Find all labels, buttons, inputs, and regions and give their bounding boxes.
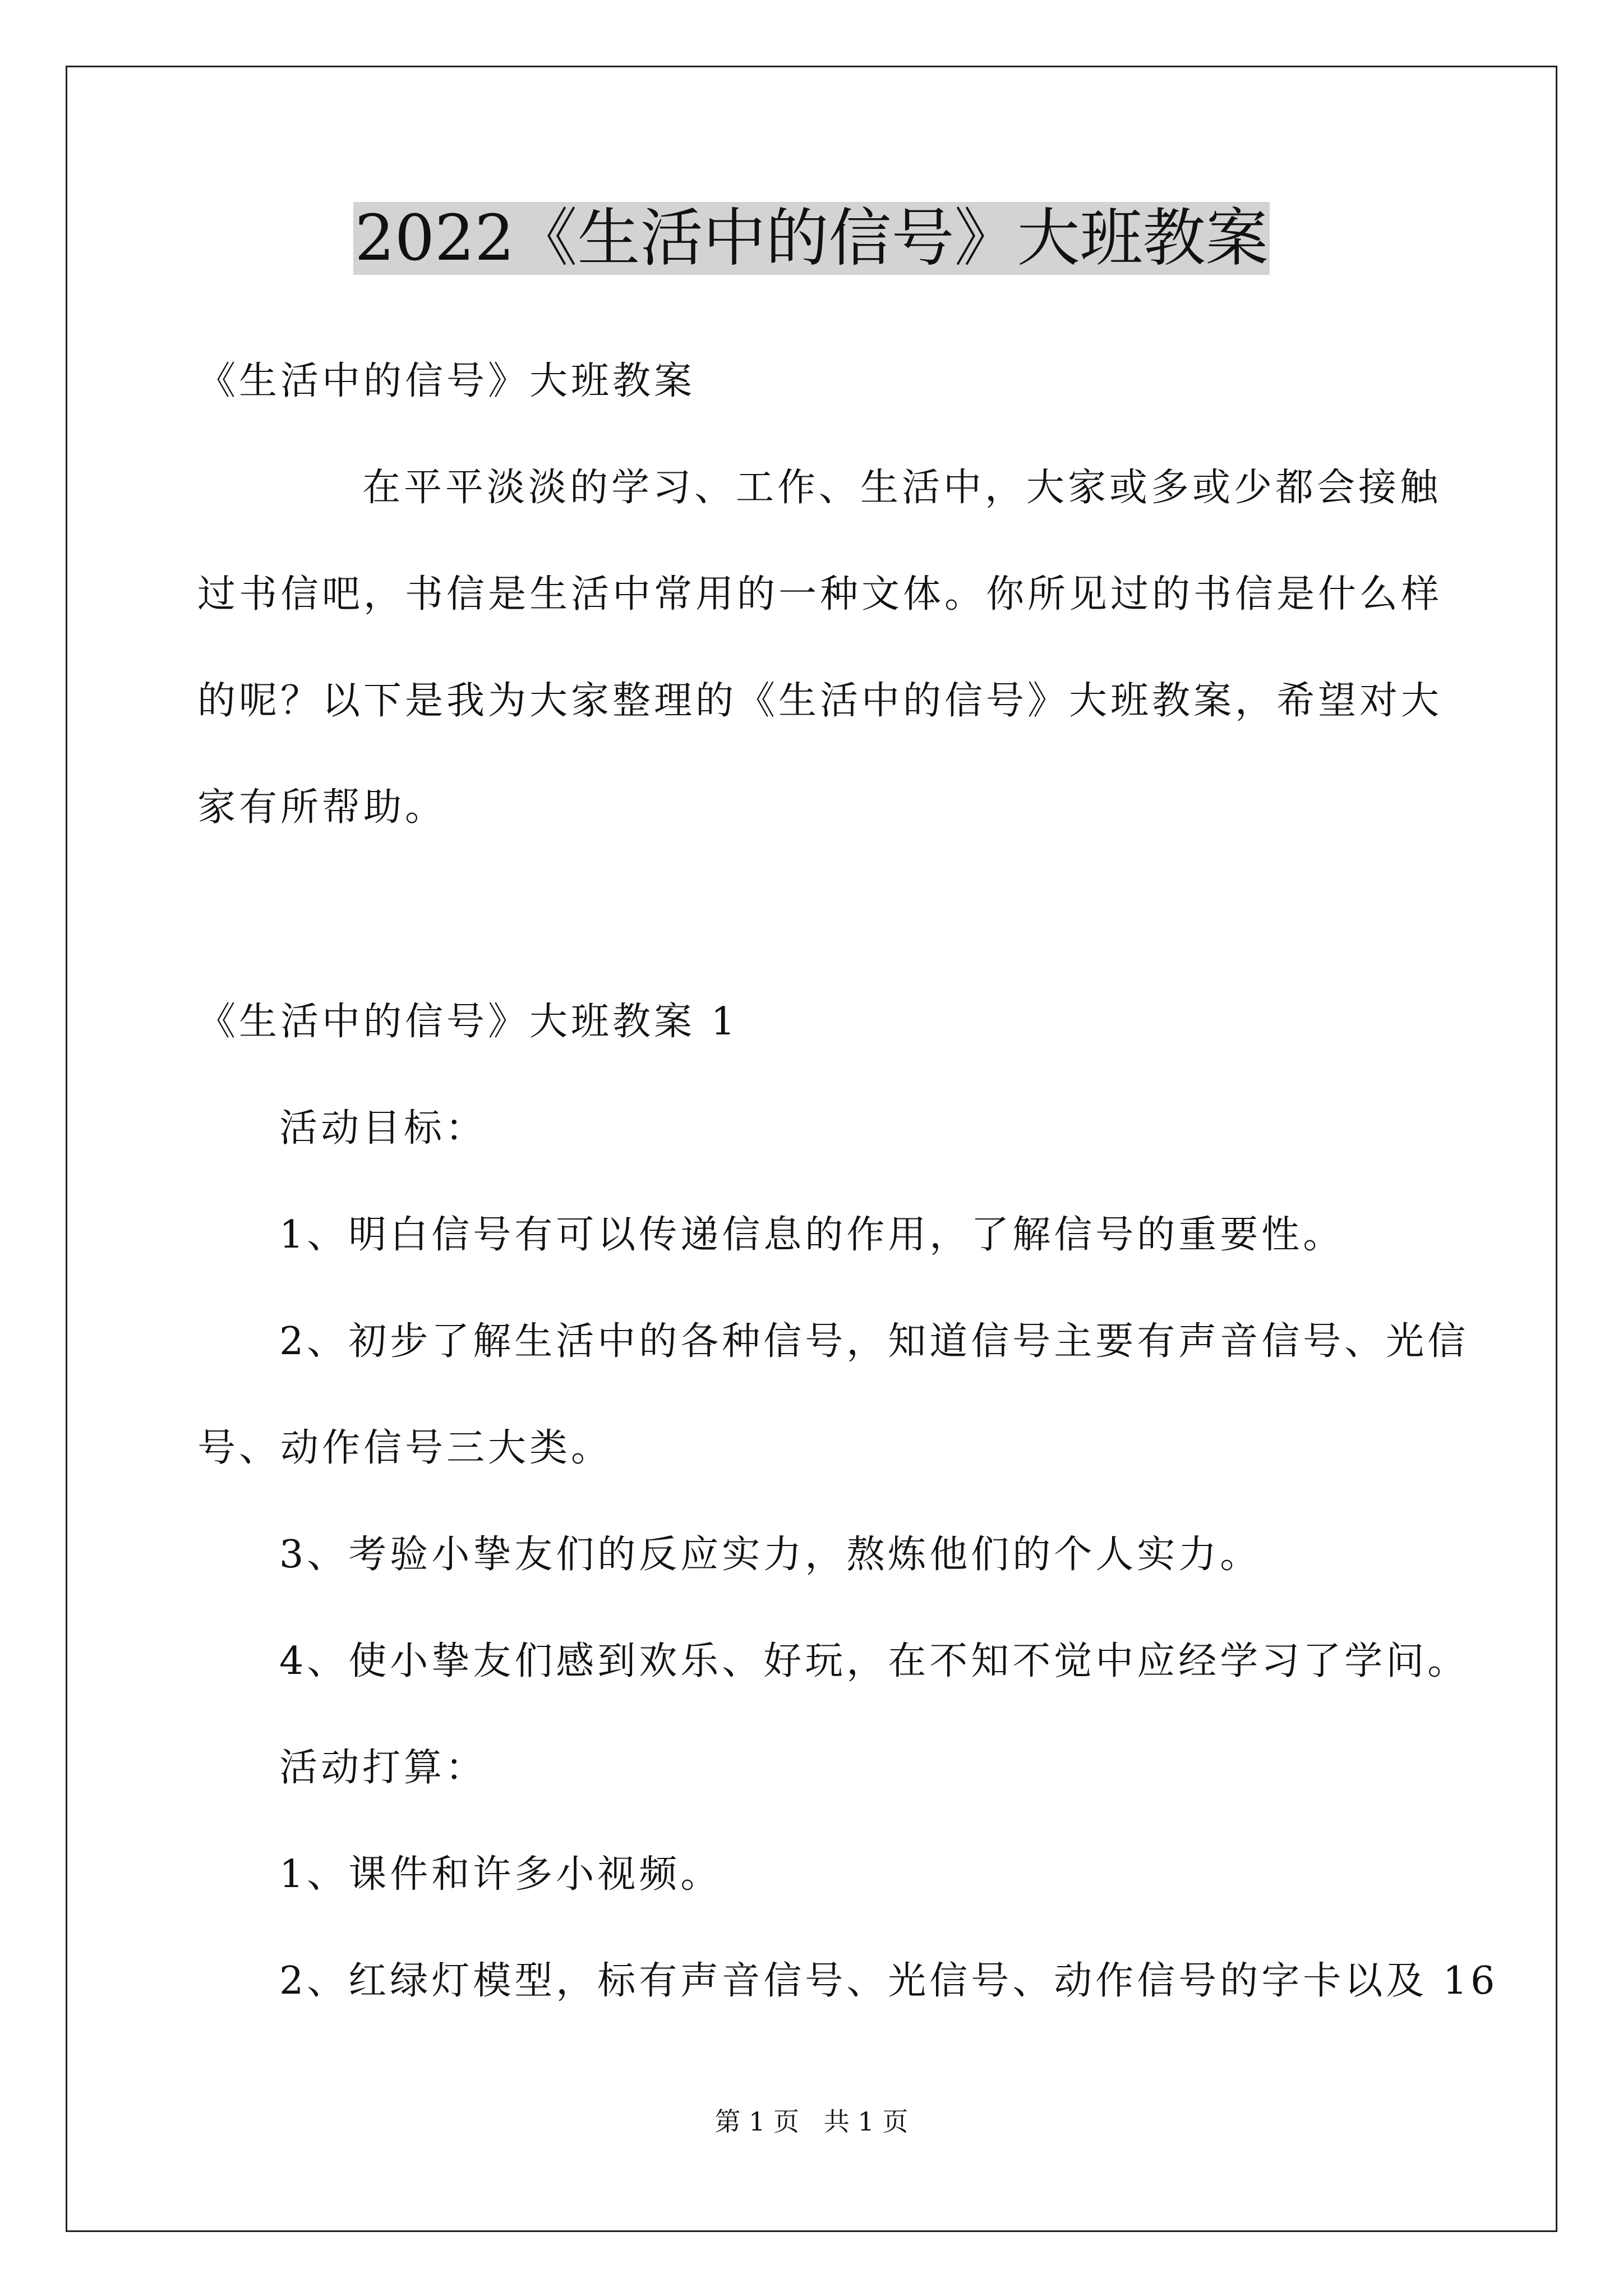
- prep-item-2: 2、红绿灯模型，标有声音信号、光信号、动作信号的字卡以及 16: [279, 1959, 1498, 2003]
- document-title-text: 2022《生活中的信号》大班教案: [354, 202, 1269, 275]
- prep-heading: 活动打算：: [279, 1746, 487, 1790]
- section-heading: 《生活中的信号》大班教案 1: [197, 1000, 739, 1044]
- goal-item-4: 4、使小挚友们感到欢乐、好玩，在不知不觉中应经学习了学问。: [279, 1639, 1469, 1683]
- goals-heading: 活动目标：: [279, 1106, 487, 1151]
- prep-item-1: 1、课件和许多小视频。: [279, 1852, 722, 1897]
- document-title: [0, 199, 1623, 278]
- goal-item-2: 2、初步了解生活中的各种信号，知道信号主要有声音信号、光信: [279, 1319, 1469, 1364]
- intro-line-3: 的呢？以下是我为大家整理的《生活中的信号》大班教案，希望对大: [197, 679, 1443, 723]
- goal-item-3: 3、考验小挚友们的反应实力，熬炼他们的个人实力。: [279, 1533, 1262, 1577]
- intro-line-2: 过书信吧，书信是生活中常用的一种文体。你所见过的书信是什么样: [197, 572, 1443, 616]
- goal-item-2-continued: 号、动作信号三大类。: [197, 1426, 613, 1470]
- page-number-footer: 第 1 页 共 1 页: [714, 2106, 909, 2137]
- goal-item-1: 1、明白信号有可以传递信息的作用，了解信号的重要性。: [279, 1213, 1345, 1257]
- document-subtitle: 《生活中的信号》大班教案: [197, 359, 696, 403]
- intro-line-1: 在平平淡淡的学习、工作、生活中，大家或多或少都会接触: [362, 466, 1442, 510]
- intro-line-4: 家有所帮助。: [197, 785, 447, 830]
